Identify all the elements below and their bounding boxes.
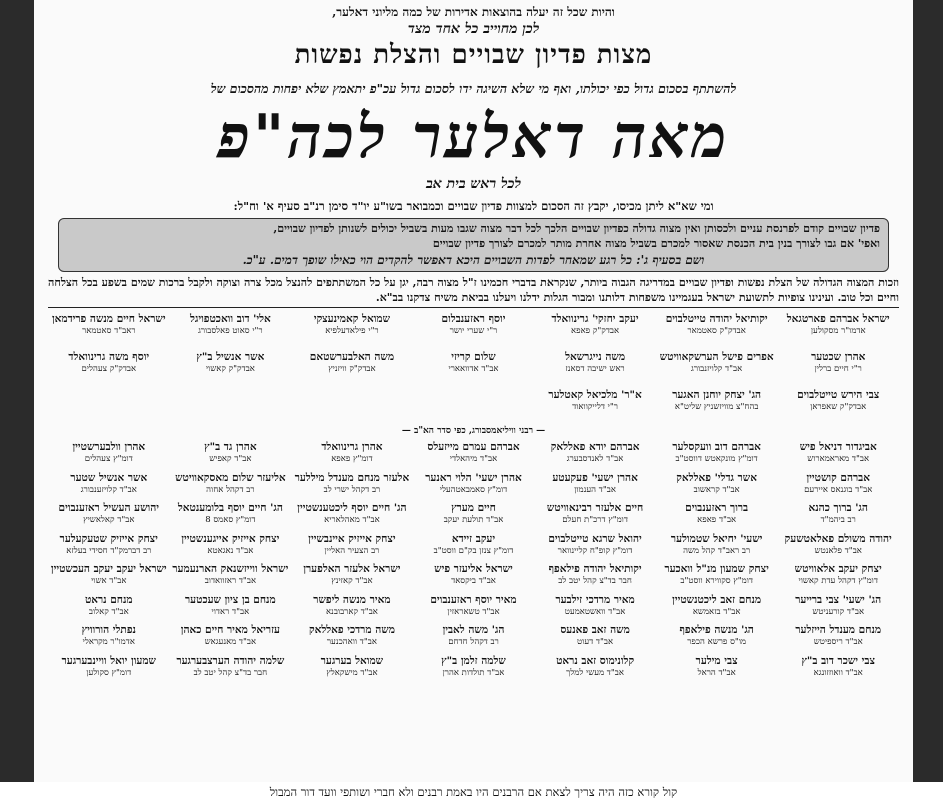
signer-entry — [413, 652, 535, 683]
signer-title: אב"ד מעשי למלך — [566, 667, 625, 678]
mitzvah-heading: מצות פדיון שבויים והצלת נפשות — [294, 40, 653, 70]
signer-name: אביגדור דניאל פיש — [799, 441, 877, 453]
signer-name: ישראל אברהם פארטגאל — [786, 313, 890, 325]
quote-line-3: ושם בסעיף ג': כל רגע שמאחר לפדות השבויים היכא דאפשר להקדים הוי כאילו שופך דמים. ע"כ. — [242, 253, 705, 267]
signer-name: יוסף משה גרינוואלד — [68, 351, 150, 363]
signer-entry — [170, 621, 292, 652]
signer-name: ברוך ראזענבוים — [685, 502, 749, 514]
signer-entry — [656, 530, 778, 561]
signer-name: משה האלבערשטאם — [309, 351, 395, 363]
per-household-line: לכל ראש בית אב — [425, 176, 522, 192]
signer-title: בהח"צ מוויזשניץ שליט"א — [674, 402, 759, 412]
signer-entry — [170, 499, 292, 530]
signer-title: אדמו"ר מסקולען — [810, 326, 866, 336]
signer-title: דומ"ץ קופ"ח קליינוואר — [557, 545, 633, 556]
signer-title: אב"ד קאזינץ — [331, 576, 373, 586]
signer-title: אב"ד קלויזנבורג — [691, 364, 743, 374]
signer-title: רב דברמק"ד חסידי בעלזא — [66, 545, 152, 556]
signer-entry — [48, 310, 170, 348]
signer-title: אב"ד קארבובנא — [325, 606, 378, 617]
proclamation-sheet — [34, 0, 913, 782]
signer-entry — [656, 499, 778, 530]
signer-name: צבי הירש טייטלבוים — [797, 389, 880, 401]
signer-entry — [656, 348, 778, 386]
signer-entry — [534, 310, 656, 348]
signer-name: הג' חיים יוסף ליכטענשטיין — [297, 502, 407, 514]
signer-title: דומ"ץ צעהלים — [84, 454, 133, 464]
signer-entry — [48, 530, 170, 561]
signer-title: רב דקהל ישרי לב — [323, 484, 381, 495]
signer-name: אהרן גרינוואלד — [321, 441, 383, 453]
signer-name: שמעון יואל וויינבערגער — [61, 654, 156, 667]
signer-name: יעקב זיידא — [451, 532, 496, 545]
signer-title: אב"ד נאגאטא — [207, 545, 254, 556]
right-dark-border — [913, 0, 943, 782]
signer-entry — [777, 621, 899, 652]
signer-name: אהרן ישעי' פעקעטע — [552, 471, 638, 484]
signer-title: אבדק"ק צעהלים — [81, 364, 137, 374]
signer-entry — [777, 348, 899, 386]
signer-entry — [48, 469, 170, 500]
signer-title: ר"י חיים ברלין — [814, 364, 862, 374]
signer-entry — [413, 438, 535, 469]
signer-name: אברהם עמרם מייזעלס — [427, 441, 520, 453]
signer-title: אב"ד ראזוואדוב — [204, 576, 257, 586]
signer-name: יעקב יחזקי' גרינוואלד — [551, 313, 639, 325]
signer-name: אפרים פישל הערשקאוויטש — [659, 351, 774, 363]
signer-name: הג' ברוך כהנא — [808, 502, 868, 514]
signer-title: אב"ד בזאמשא — [692, 606, 741, 617]
signer-entry — [534, 438, 656, 469]
signer-entry — [291, 621, 413, 652]
signer-entry — [48, 348, 170, 386]
signer-entry — [656, 621, 778, 652]
left-dark-border — [0, 0, 34, 782]
signer-name: אברהם דוב וועקסלער — [672, 441, 761, 453]
signer-title: דומ"ץ דקהל עדת קאשוי — [798, 576, 878, 586]
signer-title: אב"ד פאפא — [697, 515, 737, 525]
signer-name: ישראל אליעזר פיש — [434, 563, 513, 575]
signer-title: דומ"ץ צנזן בק"ם ווסט"ב — [433, 545, 514, 556]
signer-name: מאיר יוסף ראזענבוים — [430, 593, 517, 606]
signer-title: רב דקהל אחוה — [206, 484, 255, 495]
signer-title: מו"ס פרשא הכפר — [687, 637, 747, 647]
signer-entry — [413, 499, 535, 530]
signer-title: אב"ד קאפיש — [209, 454, 252, 464]
signer-entry — [534, 469, 656, 500]
signer-name: נפתלי הורוויץ — [81, 624, 136, 636]
signer-entry — [170, 310, 292, 348]
signer-name: יצחק אייזיק שטעקעלער — [59, 532, 158, 545]
signer-name: ישראל יעקב יעקב העכשטיין — [50, 563, 167, 575]
signer-name: הג' מנשה פילאפף — [679, 624, 754, 636]
signer-name: אהרן וולבערשטיין — [72, 441, 146, 453]
signer-name: ישעי' יחיאל שטמולער — [670, 532, 763, 545]
signer-name: יקותיאל יהודה טייטלבוים — [665, 313, 768, 325]
signer-title: ראב"ד סאטמאר — [82, 326, 136, 336]
signer-title: אבדק"ק סאטמאר — [687, 326, 746, 336]
signer-name: ישראל חיים מנשה פרידמאן — [51, 313, 166, 325]
signer-entry — [413, 310, 535, 348]
signer-title: אב"ד פלאנטש — [814, 545, 862, 556]
signer-title: אב"ד מאנעגאש — [204, 637, 257, 647]
quote-intro: ומי שא"א ליתן מכיסו, יקבץ זה הסכום למצוות פדיון שבויים וכמבואר בשו"ע יו"ד סימן רנ"ב סעיף א' וח"ל: — [233, 199, 714, 213]
signer-entry — [48, 652, 170, 683]
signer-title: אבדק"ק שאפראן — [810, 402, 867, 412]
signer-name: אשר גדלי' פאללאק — [676, 471, 757, 484]
bottom-signers-grid — [48, 438, 899, 682]
signer-entry — [291, 469, 413, 500]
signer-name: הג' חיים יוסף בלומענטאל — [177, 502, 283, 514]
signer-title: אב"ד ראדוי — [211, 606, 250, 617]
signer-entry — [777, 652, 899, 683]
signer-name: יקותיאל יהודה פילאפף — [548, 563, 642, 575]
signer-title: דומ"ץ סקולען — [86, 667, 132, 678]
signer-title: ר"י פילאדעלפיא — [325, 326, 379, 336]
quote-line-2: ואפי' אם גבו לצורך בנין בית הכנסת שאסור למכרם בשביל מצוה אחרת מותר למכרם לצורך פדיון שבויים — [432, 237, 880, 250]
signer-name: יהואל שרגא טייטלבוים — [548, 532, 642, 545]
signer-title: אב"ד קורעניטש — [812, 606, 865, 617]
signer-name: צבי מילער — [695, 654, 738, 667]
signer-name: אהרן גד ב"ץ — [204, 441, 257, 453]
signer-entry — [534, 621, 656, 652]
signer-title: ר"י דלייקוואוד — [572, 402, 618, 412]
signer-name: אברהם קושטיין — [806, 471, 870, 484]
signer-entry — [534, 348, 656, 386]
signer-entry — [656, 386, 778, 424]
signer-entry — [413, 591, 535, 622]
signer-name: הג' יצחק יוחנן האגער — [672, 389, 762, 401]
signer-entry — [48, 591, 170, 622]
signer-title: אבדק"ק קאשוי — [205, 364, 255, 374]
williamsburg-divider: — רבני וויליאמסבורג, כפי סדר הא"ב — — [401, 426, 546, 436]
signer-title: אב"ד קלויזענבורג — [80, 484, 137, 495]
signer-title: אב"ד קאלוב — [88, 606, 129, 617]
signer-title: אב"ד לאנדסבערג — [566, 454, 624, 464]
signer-name: אלי' דוב וואכטפויגל — [189, 313, 271, 325]
signer-name: מנחם זאב ליכטנשטיין — [672, 593, 762, 606]
signer-entry — [413, 560, 535, 591]
signer-title: אב"ד הענמון — [574, 484, 616, 495]
signer-title: חבר בד"צ קהל יטב לב — [193, 667, 268, 678]
signer-name: יצחק שמעון מנ"ל וואכער — [664, 563, 769, 575]
signer-entry — [777, 310, 899, 348]
signer-title: אדמו"ר מקראלי — [82, 637, 135, 647]
signer-name: אהרן שכטער — [811, 351, 866, 363]
signer-entry — [534, 652, 656, 683]
amount-headline: מאה דאלער לכה"פ — [217, 102, 730, 172]
shulchan-aruch-quote-box — [58, 218, 889, 272]
signer-title: אב"ד אדוואארי — [448, 364, 499, 374]
signer-entry — [534, 386, 656, 424]
signer-name: מנחם מענדל הייזלער — [795, 624, 882, 636]
signer-name: יצחק אייזיק איינבשיין — [308, 532, 396, 545]
signer-entry — [291, 310, 413, 348]
signer-name: אלעזר מנחם מענדל מיללער — [294, 471, 410, 484]
signer-entry — [656, 469, 778, 500]
signer-entry — [656, 310, 778, 348]
signer-entry — [413, 469, 535, 500]
signer-entry — [656, 560, 778, 591]
signer-title: אב"ד דעוט — [577, 637, 614, 647]
signer-entry — [656, 652, 778, 683]
signer-title: דומ"ץ פאפא — [331, 454, 373, 464]
signer-name: יהודה משולם פאלאטשעק — [784, 532, 892, 545]
signer-name: עזריאל מאיר חיים כאהן — [180, 624, 280, 636]
blessing-paragraph: וזכות המצוה הגדולה של הצלת נפשות ופדיון שבויים במדריגה הגבוה ביותר, שנקראת בדברי חכמינו ז"ל מצוה רבה, יגן על כל המשתתפים להנצל מכל צרה וצוקה ולקבל ברכות שמים בשפע בכל הצלחה וחיים וכל טוב. ועינינו צופיות לתשועת ישראל בעגמיינו משפחות דלותנו ומבור הגלות ידלנו ויעלנו בביאת משיח צדקנו בב"א. — [48, 276, 899, 304]
signer-name: מאיר מנשה ליפשר — [313, 593, 391, 606]
signer-name: יצחק אייזיק אייגענשטיין — [181, 532, 280, 545]
signer-name: אשר אנשיל ב"ץ — [196, 351, 265, 363]
obligation-line: לכן מחוייב כל אחד מצד — [407, 21, 540, 37]
signer-title: אב"ד הראל — [697, 667, 736, 678]
signer-title: אב"ד מאהלאריא — [324, 515, 380, 525]
signer-name: קלונימוס זאב נראט — [556, 654, 635, 667]
signer-name: הג' משה לאבין — [442, 624, 505, 636]
signer-entry — [291, 348, 413, 386]
signer-entry — [534, 560, 656, 591]
signer-title: אב"ד קאלאשיץ — [83, 515, 135, 525]
signer-name: חיים מערץ — [451, 502, 496, 514]
signer-entry — [291, 530, 413, 561]
signer-title: אב"ד מישקאלץ — [326, 667, 378, 678]
signer-name: הג' ישעי' צבי ברייער — [795, 593, 882, 606]
signer-name: מנחם בן ציון שעכטער — [185, 593, 276, 606]
signer-name: חיים אלעזר רבינאוויטש — [546, 502, 644, 514]
signer-title: אב"ד ריספיטש — [813, 637, 863, 647]
signer-title: ר"י שערי יושר — [449, 326, 498, 336]
signer-entry — [777, 591, 899, 622]
signer-name: יהושע העשיל ראזענבוים — [58, 502, 160, 514]
signer-title: אבדק"ק פאפא — [571, 326, 620, 336]
signer-entry — [777, 530, 899, 561]
signer-name: משה מרדכי פאללאק — [308, 624, 395, 636]
signer-entry — [777, 560, 899, 591]
top-signers-grid — [48, 310, 899, 424]
signer-entry — [170, 652, 292, 683]
intro-line: והיות שכל זה יעלה בהוצאות אדירות של כמה מליוני דאלער, — [332, 5, 615, 19]
signer-title: רב ביהמ"ד — [820, 515, 856, 525]
signer-name: יוסף ראזענבלום — [441, 313, 506, 325]
signer-entry — [413, 348, 535, 386]
signer-name: א"ר' מלכיאל קאטלער — [548, 389, 642, 401]
signer-name: ישראל אלעזר האלפערן — [303, 563, 401, 575]
signer-title: ראש ישיבה דסאנז — [565, 364, 625, 374]
signer-title: דומ"ץ סקווירא ווסט"ב — [680, 576, 753, 586]
signer-entry — [48, 560, 170, 591]
signer-entry — [656, 438, 778, 469]
signer-title: אב"ד וואשטאמעט — [564, 606, 626, 617]
quote-line-1: פדיון שבויים קודם לפרנסת עניים ולכסותן ואין מצוה גדולה כפדיון שבויים הלכך לכל דבר מצוה שגבו מעות בשביל יכולים לשנותן לפדיון שבויים, — [273, 222, 880, 235]
signer-title: דומ"ץ מונקאטש דווסט"ב — [675, 454, 758, 464]
signer-title: אב"ד וואהכנער — [326, 637, 378, 647]
signer-name: שלמה יהודה הערצבערגער — [176, 654, 285, 667]
signer-title: חבר בד"צ קהל יטב לב — [558, 576, 632, 586]
signer-entry — [170, 438, 292, 469]
signer-name: מאיר מרדכי זילבער — [555, 593, 635, 606]
signer-entry — [291, 499, 413, 530]
signer-entry — [656, 591, 778, 622]
signer-title: אב"ד תולעת יעקב — [443, 515, 504, 525]
signer-name: אברהם יודא פאללאק — [550, 441, 640, 453]
signer-name: יצחק יעקב אלאוויטש — [794, 563, 882, 575]
contribution-line: להשתתף בסכום גדול כפי יכולתו, ואף מי שלא השיגה ידו לסכום גדול עכ"פ יתאמץ שלא יפחות מהסכום של — [210, 81, 737, 96]
signer-entry — [413, 621, 535, 652]
signer-title: ר"י סאוט פאלסבורג — [198, 326, 263, 336]
signer-title: אב"ד מיהאלדי — [449, 454, 498, 464]
signer-title: דומ"ץ סאמס 8 — [205, 515, 256, 525]
signer-entry — [48, 499, 170, 530]
signer-entry — [777, 386, 899, 424]
signer-title: רב ראב"ד קהל משה — [683, 545, 751, 556]
signer-entry — [48, 621, 170, 652]
signer-entry — [777, 499, 899, 530]
signer-entry — [777, 469, 899, 500]
signer-title: רב דקהל חדחם — [448, 637, 499, 647]
signer-title: אב"ד אשוי — [91, 576, 127, 586]
signer-name: שלום קריזי — [451, 351, 496, 363]
signer-entry — [170, 591, 292, 622]
signer-title: אב"ד קראשוב — [693, 484, 740, 495]
signer-title: רב הצעיר האליין — [324, 545, 380, 556]
signer-title: דומ"ץ סאמבאטהעלי — [439, 484, 508, 495]
signer-entry — [777, 438, 899, 469]
signer-entry — [170, 530, 292, 561]
signer-entry — [413, 530, 535, 561]
signer-title: אב"ד ביקסאד — [451, 576, 496, 586]
signer-entry — [170, 560, 292, 591]
signer-entry — [170, 469, 292, 500]
signer-entry — [48, 438, 170, 469]
signer-entry — [291, 652, 413, 683]
signer-title: אב"ד תולדות אהרן — [442, 667, 505, 678]
signer-title: אב"ד בוגנאס איירעם — [804, 484, 873, 495]
signer-name: משה נייגרשאל — [565, 351, 626, 363]
signer-name: אליעזר שלום מאסקאוויטש — [175, 471, 286, 484]
divider-line — [48, 307, 899, 308]
signer-title: דומ"ץ דרכ"ת חעלם — [562, 515, 628, 525]
signer-name: אהרן ישעי' הלוי ראנער — [425, 471, 522, 484]
signer-entry — [170, 348, 292, 386]
signer-title: אבדק"ק וויזניץ — [328, 364, 376, 374]
signer-title: אב"ד וואוזזונגא — [813, 667, 863, 678]
signer-name: ישראל ווייזשנאק הארנעמער — [172, 563, 289, 575]
signer-title: אב"ד טשאראזין — [447, 606, 500, 617]
footer-caption: קול קורא כזה היה צריך לצאת אם הרבנים היו באמת רבנים ולא חברי ושותפי וועד דור המבול — [34, 782, 913, 802]
signer-name: שלמה זלמן ב"ץ — [441, 654, 506, 667]
signer-entry — [291, 591, 413, 622]
signer-entry — [291, 560, 413, 591]
signer-name: צבי ישכר דוב ב"ץ — [801, 654, 875, 667]
signer-name: שמואל קאמינעצקי — [313, 313, 391, 325]
signer-name: אשר אנשיל שטער — [70, 471, 148, 484]
signer-entry — [534, 530, 656, 561]
signer-entry — [291, 438, 413, 469]
signer-name: מנחם נראט — [84, 593, 133, 606]
signer-name: שמואל בערגער — [320, 654, 384, 667]
signer-name: משה זאב פאנעס — [560, 624, 630, 636]
signer-entry — [534, 591, 656, 622]
signer-title: אב"ד מאראמארוש — [807, 454, 870, 464]
signer-entry — [534, 499, 656, 530]
